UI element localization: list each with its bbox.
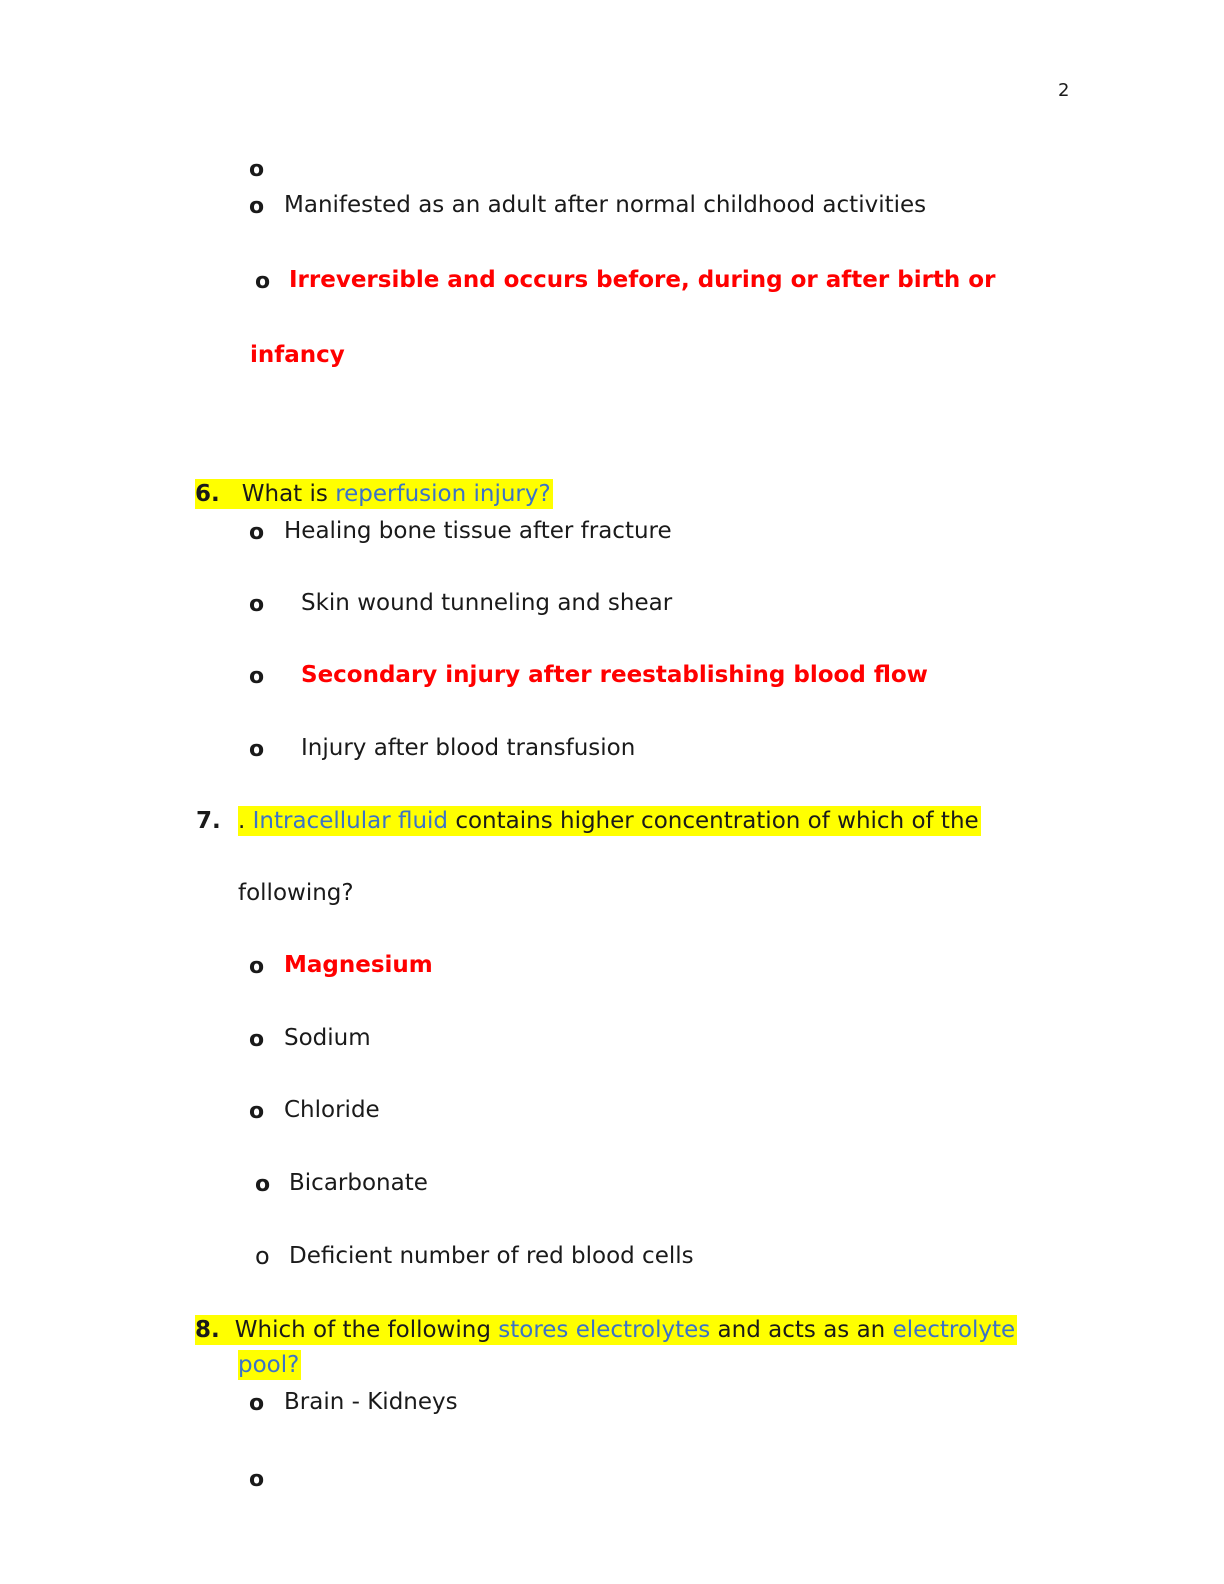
q6-correct-answer: Secondary injury after reestablishing blood flow bbox=[301, 662, 928, 688]
q5-option-text: Manifested as an adult after normal childhood activities bbox=[284, 192, 927, 218]
bullet-icon: o bbox=[249, 1099, 265, 1124]
bullet-icon: o bbox=[255, 1172, 271, 1197]
question-7-stem bbox=[238, 806, 981, 836]
key-term: Intracellular fluid bbox=[252, 808, 449, 834]
key-term: reperfusion injury? bbox=[335, 481, 551, 507]
bullet-icon: o bbox=[249, 954, 265, 979]
bullet-icon: o bbox=[255, 269, 271, 294]
question-6-stem bbox=[195, 479, 553, 509]
q7-option-text: Deficient number of red blood cells bbox=[289, 1243, 694, 1269]
bullet-icon: o bbox=[249, 737, 265, 762]
q7-option-text: Sodium bbox=[284, 1025, 371, 1051]
key-term: stores electrolytes bbox=[498, 1317, 711, 1343]
question-number: 8. bbox=[195, 1317, 220, 1343]
q7-option-text: Bicarbonate bbox=[289, 1170, 428, 1196]
question-text: . bbox=[238, 808, 253, 834]
bullet-icon: o bbox=[249, 194, 265, 219]
key-term: pool? bbox=[238, 1352, 300, 1378]
q6-option-text: Skin wound tunneling and shear bbox=[301, 590, 673, 616]
q6-option-text: Injury after blood transfusion bbox=[301, 735, 636, 761]
question-7-stem-line2: following? bbox=[238, 880, 354, 906]
question-number: 7. bbox=[196, 808, 221, 834]
question-text: What is bbox=[241, 481, 336, 507]
question-text: Which of the following bbox=[234, 1317, 499, 1343]
bullet-icon: o bbox=[249, 592, 265, 617]
q7-correct-answer: Magnesium bbox=[284, 952, 433, 978]
question-text: and acts as an bbox=[710, 1317, 893, 1343]
q7-option-text: Chloride bbox=[284, 1097, 380, 1123]
q8-option-text: Brain - Kidneys bbox=[284, 1389, 458, 1415]
bullet-icon: o bbox=[249, 1467, 265, 1492]
q5-correct-answer-line1: Irreversible and occurs before, during or after birth or bbox=[289, 267, 996, 293]
page-number: 2 bbox=[1058, 80, 1070, 101]
question-8-stem bbox=[195, 1315, 1017, 1345]
bullet-icon: o bbox=[249, 1391, 265, 1416]
question-text: contains higher concentration of which of the bbox=[448, 808, 979, 834]
bullet-icon: o bbox=[255, 1242, 270, 1270]
q5-correct-answer-line2: infancy bbox=[250, 342, 345, 368]
bullet-icon: o bbox=[249, 664, 265, 689]
question-number: 6. bbox=[195, 481, 220, 507]
question-8-stem-line2 bbox=[238, 1350, 301, 1380]
key-term: electrolyte bbox=[892, 1317, 1016, 1343]
bullet-icon: o bbox=[249, 520, 265, 545]
q6-option-text: Healing bone tissue after fracture bbox=[284, 518, 672, 544]
bullet-icon: o bbox=[249, 1027, 265, 1052]
bullet-icon: o bbox=[249, 157, 265, 182]
